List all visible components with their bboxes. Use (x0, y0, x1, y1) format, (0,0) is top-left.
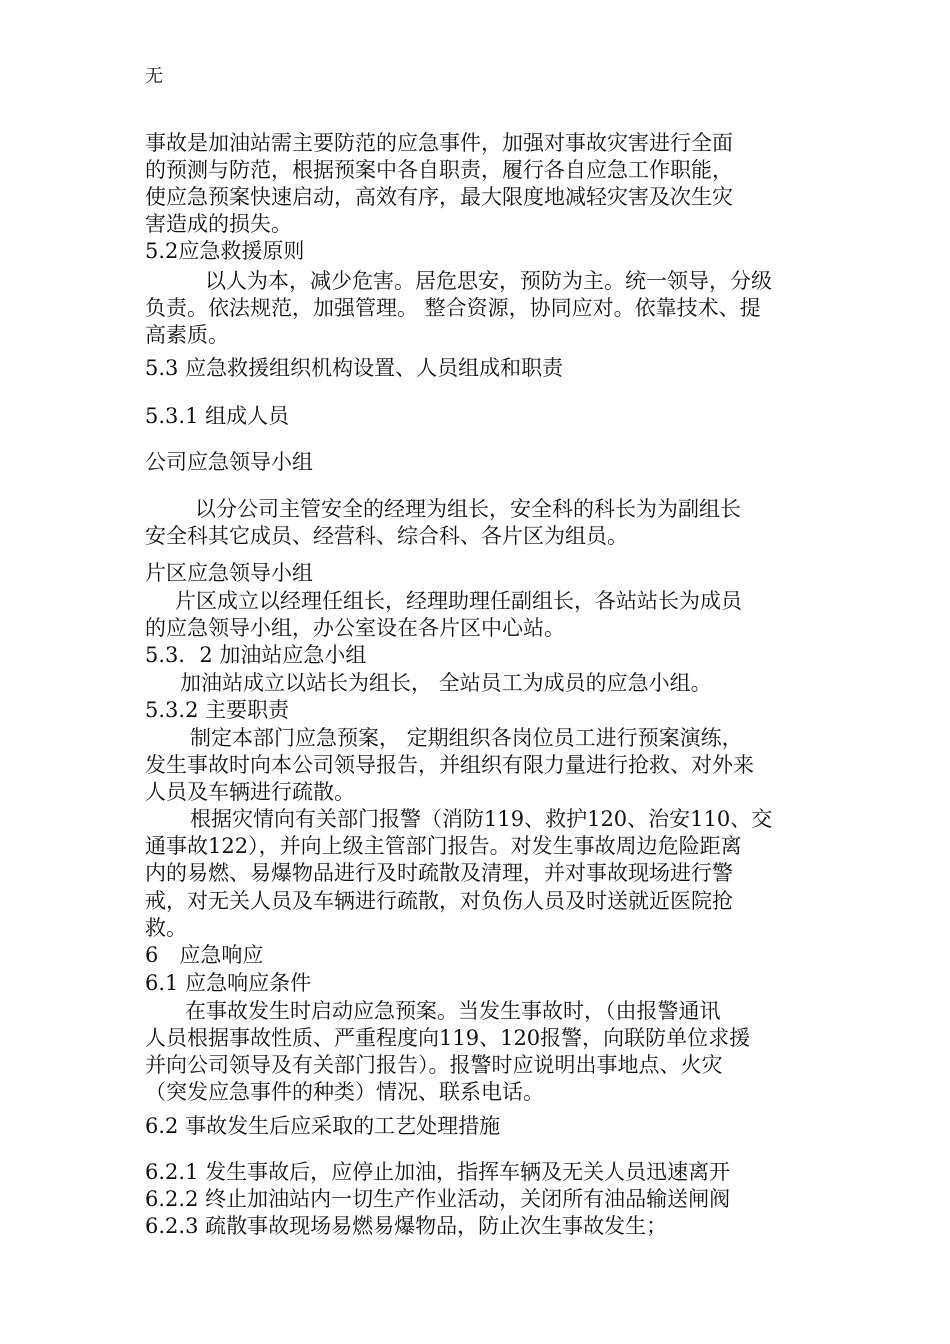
paragraph-line: 高素质。 (145, 323, 229, 347)
paragraph-line: 的应急领导小组，办公室设在各片区中心站。 (145, 616, 565, 640)
paragraph-line: 根据灾情向有关部门报警（消防119、救护120、治安110、交 (190, 807, 773, 831)
section-heading: 6 应急响应 (145, 943, 264, 967)
subsection-heading: 公司应急领导小组 (145, 450, 313, 474)
paragraph-line: 片区成立以经理任组长，经理助理任副组长，各站站长为成员 (175, 589, 742, 613)
paragraph-line: 发生事故时向本公司领导报告，并组织有限力量进行抢救、对外来 (145, 753, 754, 777)
list-item: 6.2.3 疏散事故现场易燃易爆物品，防止次生事故发生； (145, 1214, 668, 1238)
list-item: 6.2.1 发生事故后，应停止加油，指挥车辆及无关人员迅速离开 (145, 1160, 731, 1184)
paragraph-line: 在事故发生时启动应急预案。当发生事故时，（由报警通讯 (185, 999, 721, 1023)
section-heading: 5.3.1 组成人员 (145, 404, 290, 428)
paragraph-line: 负责。依法规范，加强管理。 整合资源，协同应对。依靠技术、提 (145, 296, 761, 320)
paragraph-line: 人员根据事故性质、严重程度向119、120报警，向联防单位求援 (145, 1026, 751, 1050)
paragraph-line: （突发应急事件的种类）情况、联系电话。 (145, 1080, 544, 1104)
section-heading: 6.2 事故发生后应采取的工艺处理措施 (145, 1114, 501, 1138)
section-heading: 5.3．2 加油站应急小组 (145, 643, 367, 667)
paragraph-line: 通事故122），并向上级主管部门报告。对发生事故周边危险距离 (145, 834, 742, 858)
paragraph-line: 戒，对无关人员及车辆进行疏散，对负伤人员及时送就近医院抢 (145, 889, 733, 913)
section-heading: 5.2应急救援原则 (145, 239, 305, 263)
paragraph-line: 的预测与防范，根据预案中各自职责，履行各自应急工作职能， (145, 158, 733, 182)
paragraph-line: 加油站成立以站长为组长， 全站员工为成员的应急小组。 (180, 671, 712, 695)
paragraph-line: 人员及车辆进行疏散。 (145, 780, 355, 804)
paragraph-line: 内的易燃、易爆物品进行及时疏散及清理，并对事故现场进行警 (145, 861, 733, 885)
section-heading: 6.1 应急响应条件 (145, 971, 312, 995)
section-heading: 5.3 应急救援组织机构设置、人员组成和职责 (145, 356, 564, 380)
paragraph-line: 事故是加油站需主要防范的应急事件，加强对事故灾害进行全面 (145, 131, 733, 155)
subsection-heading: 片区应急领导小组 (145, 561, 313, 585)
paragraph-line: 制定本部门应急预案， 定期组织各岗位员工进行预案演练， (190, 726, 743, 750)
section-heading: 5.3.2 主要职责 (145, 698, 290, 722)
paragraph-line: 使应急预案快速启动，高效有序，最大限度地减轻灾害及次生灾 (145, 185, 733, 209)
paragraph-line: 以分公司主管安全的经理为组长，安全科的科长为为副组长 (195, 497, 741, 521)
list-item: 6.2.2 终止加油站内一切生产作业活动，关闭所有油品输送闸阀 (145, 1187, 731, 1211)
paragraph-line: 并向公司领导及有关部门报告）。报警时应说明出事地点、火灾 (145, 1053, 723, 1077)
paragraph-line: 以人为本，减少危害。居危思安，预防为主。统一领导，分级 (205, 269, 772, 293)
paragraph-line: 救。 (145, 916, 187, 940)
paragraph-line: 安全科其它成员、经营科、综合科、各片区为组员。 (145, 524, 628, 548)
page-header-text: 无 (145, 66, 163, 87)
paragraph-line: 害造成的损失。 (145, 212, 292, 236)
